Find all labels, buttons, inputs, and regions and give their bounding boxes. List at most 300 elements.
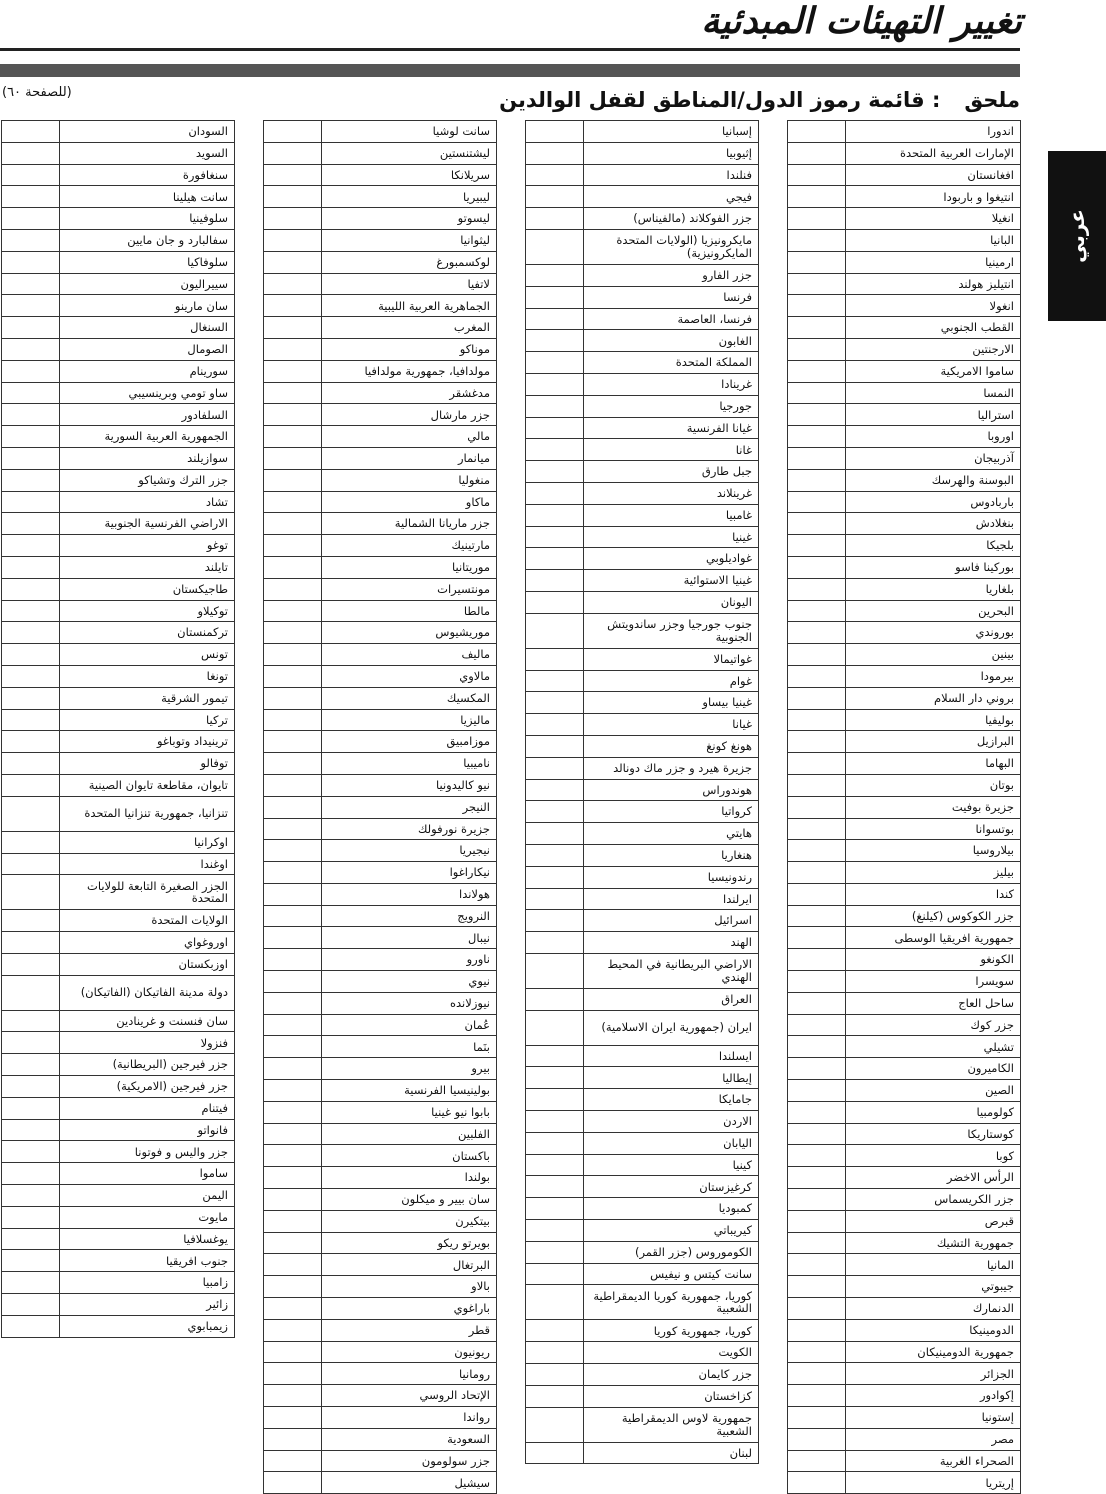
country-code-cell: [788, 818, 846, 840]
country-name-cell: اليونان: [584, 591, 759, 613]
table-row: [264, 578, 497, 600]
country-code-cell: [2, 1054, 60, 1076]
table-row: [526, 186, 759, 208]
country-name-cell: تايوان، مقاطعة تايوان الصينية: [60, 774, 235, 796]
country-code-cell: [788, 404, 846, 426]
country-name-cell: الغابون: [584, 330, 759, 352]
country-code-cell: [264, 1080, 322, 1102]
country-name-cell: غوام: [584, 670, 759, 692]
country-name-cell: سانت لوشيا: [322, 121, 497, 143]
country-name-cell: النمسا: [846, 382, 1021, 404]
country-name-cell: الولايات المتحدة: [60, 910, 235, 932]
country-code-cell: [526, 1364, 584, 1386]
country-code-cell: [788, 426, 846, 448]
country-name-cell: زيمبابوي: [60, 1315, 235, 1337]
table-row: [526, 1285, 759, 1320]
country-code-cell: [526, 548, 584, 570]
table-row: [264, 1428, 497, 1450]
country-name-cell: اوزبكستان: [60, 953, 235, 975]
table-row: [264, 1167, 497, 1189]
table-row: [788, 404, 1021, 426]
table-row: [526, 1132, 759, 1154]
country-name-cell: جمهورية لاوس الديمقراطية الشعبية: [584, 1407, 759, 1442]
country-name-cell: كينيا: [584, 1154, 759, 1176]
country-code-cell: [264, 317, 322, 339]
table-row: [526, 208, 759, 230]
country-table-column-1: [787, 120, 1021, 1494]
country-name-cell: فرنسا، العاصمة: [584, 308, 759, 330]
country-name-cell: مالاوي: [322, 665, 497, 687]
page-reference: (للصفحة ٦٠): [2, 85, 72, 100]
country-code-cell: [526, 779, 584, 801]
country-name-cell: لبنان: [584, 1442, 759, 1464]
country-name-cell: مالطا: [322, 600, 497, 622]
country-code-cell: [2, 831, 60, 853]
table-row: [264, 338, 497, 360]
table-row: [788, 644, 1021, 666]
country-name-cell: موناكو: [322, 338, 497, 360]
country-name-cell: ساحل العاج: [846, 992, 1021, 1014]
country-code-cell: [788, 469, 846, 491]
country-code-cell: [264, 1036, 322, 1058]
country-name-cell: ليسوتو: [322, 208, 497, 230]
country-code-cell: [264, 578, 322, 600]
table-row: [788, 1276, 1021, 1298]
country-name-cell: المملكة المتحدة: [584, 352, 759, 374]
country-name-cell: بيرو: [322, 1058, 497, 1080]
country-code-cell: [526, 692, 584, 714]
country-code-cell: [264, 1101, 322, 1123]
country-code-cell: [2, 251, 60, 273]
country-code-cell: [2, 273, 60, 295]
country-code-cell: [2, 142, 60, 164]
country-code-cell: [788, 709, 846, 731]
country-code-cell: [264, 1189, 322, 1211]
country-code-cell: [264, 426, 322, 448]
country-name-cell: ايسلندا: [584, 1045, 759, 1067]
country-name-cell: تركمنستان: [60, 622, 235, 644]
country-name-cell: نيجيريا: [322, 840, 497, 862]
country-name-cell: جيبوتي: [846, 1276, 1021, 1298]
country-name-cell: تايلند: [60, 556, 235, 578]
country-code-cell: [526, 866, 584, 888]
table-row: [2, 535, 235, 557]
country-code-cell: [264, 731, 322, 753]
country-code-cell: [2, 731, 60, 753]
country-name-cell: لاتفيا: [322, 273, 497, 295]
table-row: [526, 1263, 759, 1285]
country-code-cell: [526, 648, 584, 670]
country-name-cell: جزر الكريسماس: [846, 1189, 1021, 1211]
country-code-cell: [788, 1210, 846, 1232]
country-name-cell: جزر فيرجين (البريطانية): [60, 1054, 235, 1076]
country-code-cell: [526, 1045, 584, 1067]
country-code-cell: [526, 1407, 584, 1442]
country-code-cell: [788, 1341, 846, 1363]
country-name-cell: جمهورية افريقيا الوسطى: [846, 927, 1021, 949]
country-name-cell: فنزولا: [60, 1032, 235, 1054]
country-code-cell: [2, 164, 60, 186]
country-table-column-4: [1, 120, 235, 1338]
country-code-cell: [2, 853, 60, 875]
country-code-cell: [788, 556, 846, 578]
country-name-cell: غانا: [584, 439, 759, 461]
country-name-cell: موريتانيا: [322, 556, 497, 578]
country-name-cell: تركيا: [60, 709, 235, 731]
country-name-cell: جبل طارق: [584, 461, 759, 483]
table-row: [788, 338, 1021, 360]
country-name-cell: فيجي: [584, 186, 759, 208]
country-name-cell: جمهورية الدومينيكان: [846, 1341, 1021, 1363]
country-code-cell: [2, 687, 60, 709]
table-row: [2, 709, 235, 731]
table-row: [2, 644, 235, 666]
table-row: [264, 469, 497, 491]
country-name-cell: الفلبين: [322, 1123, 497, 1145]
table-row: [2, 1185, 235, 1207]
country-name-cell: غينيا الاستوائية: [584, 570, 759, 592]
country-name-cell: اوغندا: [60, 853, 235, 875]
country-code-cell: [526, 988, 584, 1010]
country-name-cell: بينين: [846, 644, 1021, 666]
country-name-cell: الدنمارك: [846, 1298, 1021, 1320]
country-code-cell: [264, 992, 322, 1014]
table-row: [526, 1067, 759, 1089]
table-row: [2, 1119, 235, 1141]
country-name-cell: الدومينيكا: [846, 1319, 1021, 1341]
table-row: [264, 186, 497, 208]
table-row: [788, 1298, 1021, 1320]
country-name-cell: ميانمار: [322, 447, 497, 469]
table-row: [788, 665, 1021, 687]
table-row: [526, 801, 759, 823]
country-name-cell: سفالبارد و جان مايين: [60, 229, 235, 251]
country-name-cell: فيتنام: [60, 1097, 235, 1119]
country-name-cell: فانواتو: [60, 1119, 235, 1141]
table-row: [788, 513, 1021, 535]
table-row: [2, 1097, 235, 1119]
country-code-cell: [2, 622, 60, 644]
country-code-cell: [264, 469, 322, 491]
table-row: [264, 121, 497, 143]
country-name-cell: كوبا: [846, 1145, 1021, 1167]
country-name-cell: توكيلاو: [60, 600, 235, 622]
table-row: [788, 796, 1021, 818]
country-code-cell: [788, 971, 846, 993]
table-row: [788, 818, 1021, 840]
country-name-cell: البانيا: [846, 229, 1021, 251]
table-row: [2, 1141, 235, 1163]
table-row: [788, 164, 1021, 186]
country-name-cell: سانت هيلينا: [60, 186, 235, 208]
table-row: [2, 251, 235, 273]
section-heading-separator: :: [931, 88, 941, 112]
table-row: [2, 975, 235, 1010]
country-code-cell: [2, 644, 60, 666]
table-row: [2, 317, 235, 339]
country-name-cell: ناورو: [322, 949, 497, 971]
table-row: [2, 273, 235, 295]
section-heading-title: قائمة رموز الدول/المناطق لقفل الوالدين: [499, 88, 925, 112]
table-row: [264, 513, 497, 535]
country-name-cell: الجماهرية العربية الليبية: [322, 295, 497, 317]
country-name-cell: ارمينيا: [846, 251, 1021, 273]
country-code-cell: [264, 1428, 322, 1450]
table-row: [264, 1036, 497, 1058]
table-row: [264, 883, 497, 905]
table-row: [788, 1428, 1021, 1450]
country-name-cell: تنزانيا، جمهورية تنزانيا المتحدة: [60, 796, 235, 831]
country-code-cell: [264, 1407, 322, 1429]
table-row: [264, 382, 497, 404]
table-row: [788, 1145, 1021, 1167]
table-row: [264, 447, 497, 469]
country-name-cell: مصر: [846, 1428, 1021, 1450]
table-row: [526, 1407, 759, 1442]
country-code-cell: [526, 801, 584, 823]
country-code-cell: [526, 910, 584, 932]
country-code-cell: [264, 883, 322, 905]
table-row: [526, 1385, 759, 1407]
table-row: [788, 883, 1021, 905]
country-code-cell: [788, 1058, 846, 1080]
country-code-cell: [788, 273, 846, 295]
country-code-cell: [526, 1285, 584, 1320]
country-code-cell: [526, 330, 584, 352]
country-name-cell: ايران (جمهورية ايران الاسلامية): [584, 1010, 759, 1045]
table-row: [788, 600, 1021, 622]
country-code-cell: [788, 1319, 846, 1341]
table-row: [264, 1385, 497, 1407]
table-row: [264, 1232, 497, 1254]
country-name-cell: كوريا، جمهورية كوريا: [584, 1320, 759, 1342]
table-row: [788, 578, 1021, 600]
country-name-cell: إكوادور: [846, 1385, 1021, 1407]
country-code-cell: [264, 796, 322, 818]
table-row: [788, 927, 1021, 949]
country-code-cell: [526, 823, 584, 845]
country-name-cell: بالاو: [322, 1276, 497, 1298]
country-name-cell: البهاما: [846, 753, 1021, 775]
country-code-cell: [264, 338, 322, 360]
country-code-cell: [2, 910, 60, 932]
table-row: [2, 853, 235, 875]
table-row: [526, 888, 759, 910]
table-row: [264, 1319, 497, 1341]
table-row: [2, 1228, 235, 1250]
country-name-cell: طاجيكستان: [60, 578, 235, 600]
country-code-cell: [2, 1206, 60, 1228]
table-row: [788, 121, 1021, 143]
country-code-cell: [526, 264, 584, 286]
country-name-cell: سوازيلند: [60, 447, 235, 469]
country-code-cell: [264, 360, 322, 382]
country-code-cell: [526, 1220, 584, 1242]
country-code-cell: [264, 513, 322, 535]
country-code-cell: [2, 953, 60, 975]
country-code-cell: [788, 1123, 846, 1145]
country-code-cell: [526, 186, 584, 208]
table-row: [788, 709, 1021, 731]
country-name-cell: بابوا نيو غينيا: [322, 1101, 497, 1123]
country-code-cell: [788, 622, 846, 644]
country-code-cell: [264, 164, 322, 186]
table-row: [526, 229, 759, 264]
table-row: [2, 404, 235, 426]
table-row: [788, 1472, 1021, 1494]
country-name-cell: سورينام: [60, 360, 235, 382]
country-name-cell: إثيوبيا: [584, 142, 759, 164]
country-code-cell: [788, 753, 846, 775]
table-row: [264, 687, 497, 709]
country-name-cell: غرينادا: [584, 373, 759, 395]
country-name-cell: انتيليز هولند: [846, 273, 1021, 295]
country-code-cell: [264, 818, 322, 840]
table-row: [2, 469, 235, 491]
table-row: [526, 1010, 759, 1045]
country-code-cell: [788, 295, 846, 317]
table-row: [526, 1111, 759, 1133]
table-row: [788, 208, 1021, 230]
country-code-cell: [264, 665, 322, 687]
country-code-cell: [788, 186, 846, 208]
country-name-cell: باربادوس: [846, 491, 1021, 513]
table-row: [2, 208, 235, 230]
table-row: [264, 1298, 497, 1320]
country-name-cell: ليبيريا: [322, 186, 497, 208]
table-row: [788, 1363, 1021, 1385]
country-name-cell: مايكرونيزيا (الولايات المتحدة المايكرونيزية): [584, 229, 759, 264]
country-code-cell: [264, 535, 322, 557]
table-row: [2, 1206, 235, 1228]
table-row: [264, 1014, 497, 1036]
country-name-cell: الكونغو: [846, 949, 1021, 971]
country-name-cell: الكاميرون: [846, 1058, 1021, 1080]
table-row: [264, 753, 497, 775]
table-row: [264, 709, 497, 731]
country-code-cell: [2, 1228, 60, 1250]
country-code-cell: [264, 1472, 322, 1494]
country-code-cell: [526, 1089, 584, 1111]
country-name-cell: السنغال: [60, 317, 235, 339]
table-row: [788, 382, 1021, 404]
table-row: [526, 1154, 759, 1176]
table-row: [526, 439, 759, 461]
country-code-cell: [526, 461, 584, 483]
table-row: [264, 1210, 497, 1232]
country-name-cell: بيليز: [846, 862, 1021, 884]
country-name-cell: كوريا، جمهورية كوريا الديمقراطية الشعبية: [584, 1285, 759, 1320]
country-code-cell: [788, 1036, 846, 1058]
country-name-cell: مارتينيك: [322, 535, 497, 557]
table-row: [788, 556, 1021, 578]
country-code-cell: [2, 774, 60, 796]
country-name-cell: رومانيا: [322, 1363, 497, 1385]
country-code-cell: [264, 1014, 322, 1036]
country-name-cell: سريلانكا: [322, 164, 497, 186]
country-code-cell: [264, 1319, 322, 1341]
country-name-cell: البحرين: [846, 600, 1021, 622]
country-code-cell: [2, 1315, 60, 1337]
country-name-cell: إريتريا: [846, 1472, 1021, 1494]
table-row: [264, 229, 497, 251]
table-row: [526, 1176, 759, 1198]
table-row: [788, 1167, 1021, 1189]
table-row: [526, 1198, 759, 1220]
country-code-cell: [788, 1189, 846, 1211]
table-row: [2, 426, 235, 448]
country-code-cell: [526, 932, 584, 954]
country-code-cell: [2, 317, 60, 339]
country-code-cell: [788, 1232, 846, 1254]
country-name-cell: تشيلي: [846, 1036, 1021, 1058]
table-row: [526, 988, 759, 1010]
country-code-cell: [2, 1272, 60, 1294]
country-code-cell: [788, 949, 846, 971]
country-name-cell: إسبانيا: [584, 121, 759, 143]
country-name-cell: بيتكيرن: [322, 1210, 497, 1232]
country-code-cell: [264, 491, 322, 513]
country-code-cell: [2, 1010, 60, 1032]
table-row: [788, 186, 1021, 208]
country-code-cell: [526, 1154, 584, 1176]
table-row: [264, 1450, 497, 1472]
table-row: [788, 1080, 1021, 1102]
table-row: [788, 1058, 1021, 1080]
country-code-cell: [2, 382, 60, 404]
table-row: [264, 665, 497, 687]
country-name-cell: جورجيا: [584, 395, 759, 417]
table-row: [526, 757, 759, 779]
table-row: [788, 992, 1021, 1014]
country-code-cell: [2, 1294, 60, 1316]
table-row: [526, 1442, 759, 1464]
section-heading: [499, 84, 1020, 116]
country-name-cell: بروني دار السلام: [846, 687, 1021, 709]
table-row: [2, 731, 235, 753]
country-code-cell: [526, 121, 584, 143]
country-name-cell: الكوموروس (جزر القمر): [584, 1241, 759, 1263]
country-name-cell: هولاندا: [322, 883, 497, 905]
table-row: [2, 295, 235, 317]
table-row: [264, 1058, 497, 1080]
table-row: [788, 295, 1021, 317]
country-name-cell: توغو: [60, 535, 235, 557]
country-name-cell: تيمور الشرقية: [60, 687, 235, 709]
country-name-cell: كوستاريكا: [846, 1123, 1021, 1145]
table-row: [526, 164, 759, 186]
country-name-cell: سلوفاكيا: [60, 251, 235, 273]
country-code-cell: [788, 1450, 846, 1472]
country-name-cell: إستونيا: [846, 1407, 1021, 1429]
country-name-cell: غواتيمالا: [584, 648, 759, 670]
country-code-cell: [788, 360, 846, 382]
table-row: [526, 373, 759, 395]
table-row: [526, 735, 759, 757]
country-code-cell: [264, 840, 322, 862]
country-name-cell: رندونيسيا: [584, 866, 759, 888]
table-row: [788, 229, 1021, 251]
country-code-cell: [788, 1472, 846, 1494]
country-name-cell: اليمن: [60, 1185, 235, 1207]
country-code-cell: [264, 927, 322, 949]
country-code-cell: [264, 1123, 322, 1145]
country-code-cell: [788, 1428, 846, 1450]
country-name-cell: عُمان: [322, 1014, 497, 1036]
country-name-cell: النيجر: [322, 796, 497, 818]
country-name-cell: الكويت: [584, 1342, 759, 1364]
table-row: [526, 395, 759, 417]
